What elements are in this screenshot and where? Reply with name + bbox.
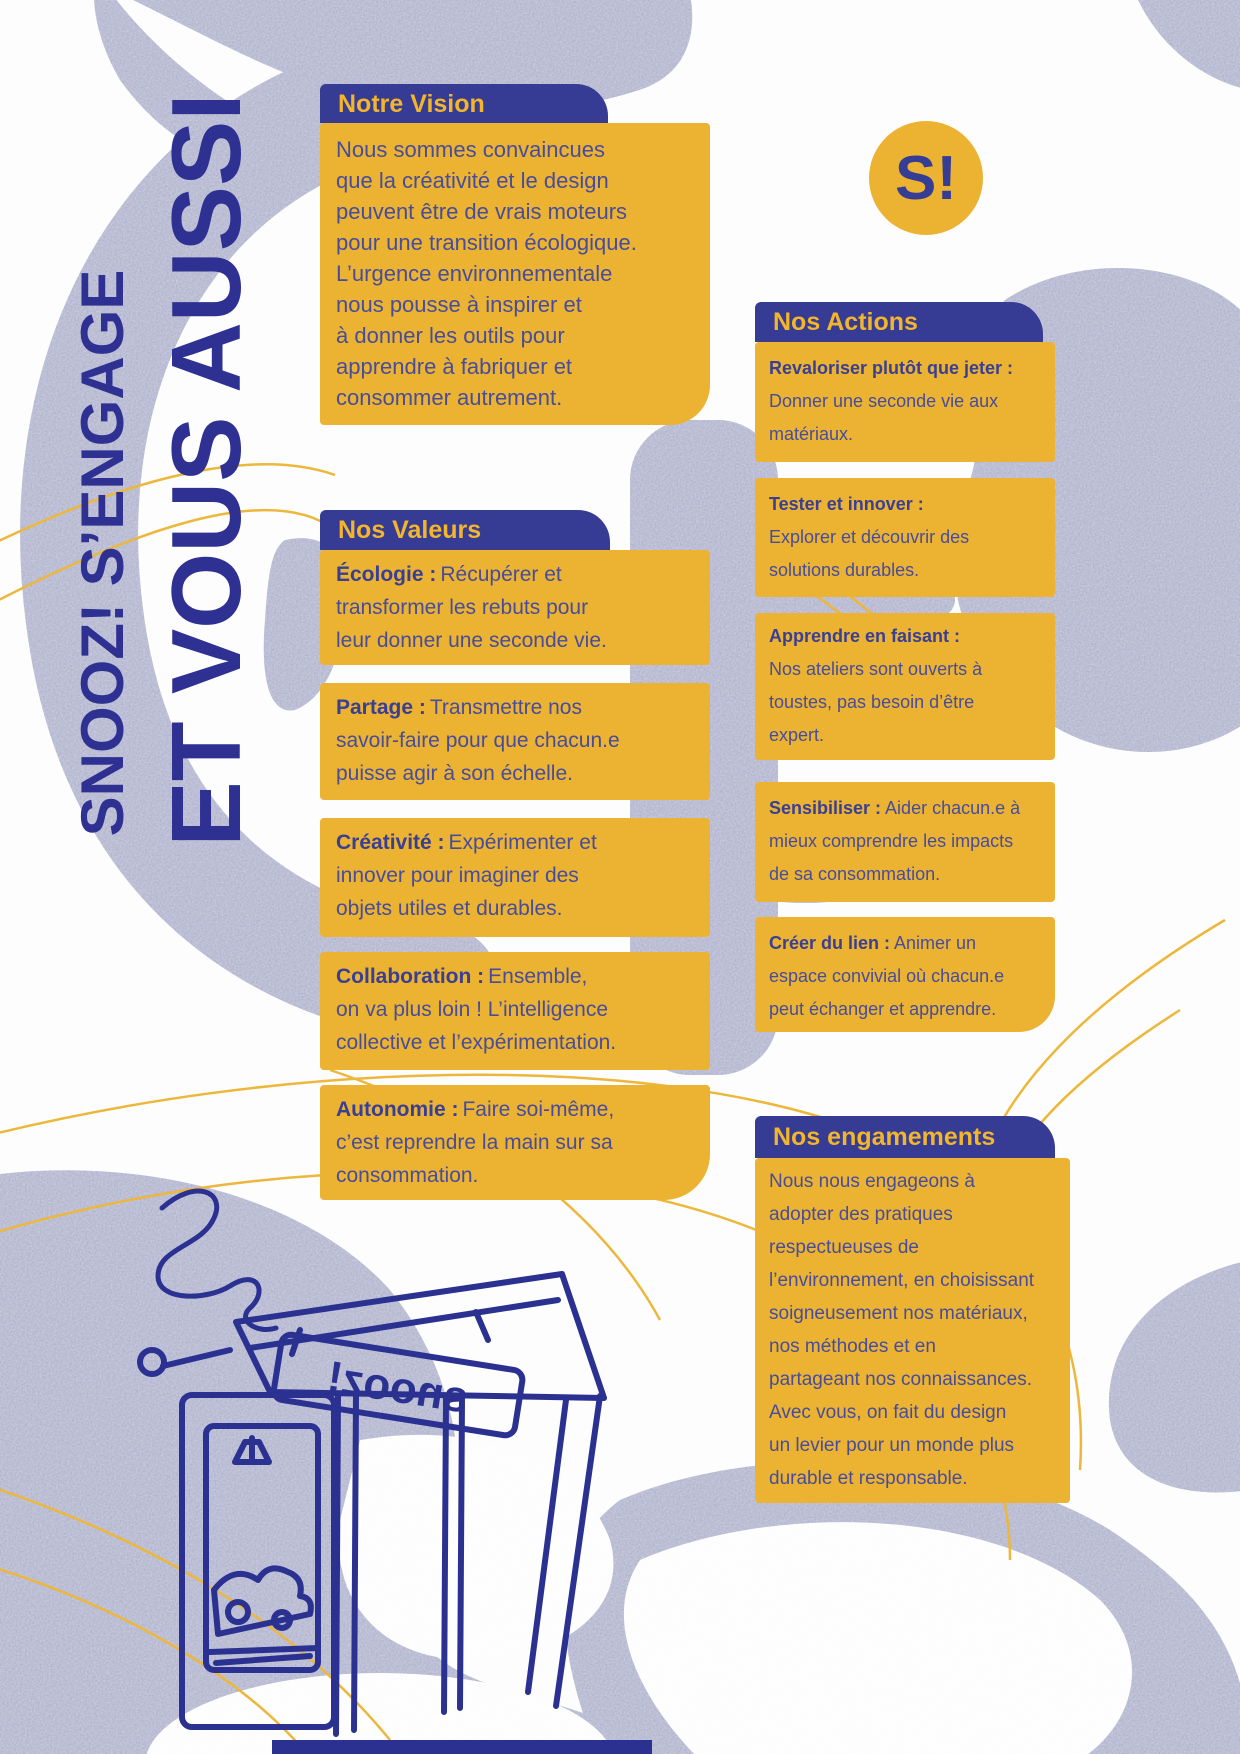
card-text-line: de sa consommation. bbox=[769, 864, 941, 884]
card-valeur-autonomie bbox=[320, 1085, 710, 1200]
card-line bbox=[336, 691, 694, 724]
card-text-line: nos méthodes et en bbox=[769, 1336, 936, 1357]
card-text-line: expert. bbox=[769, 725, 825, 745]
card-text-line: pour une transition écologique. bbox=[336, 230, 637, 255]
card-text-line: espace convivial où chacun.e bbox=[769, 966, 1005, 986]
card-lead: Sensibiliser : bbox=[769, 798, 882, 818]
card-valeur-creativite bbox=[320, 818, 710, 937]
card-text: Faire soi-même, bbox=[462, 1098, 615, 1121]
card-text-line: Avec vous, on fait du design bbox=[769, 1402, 1007, 1423]
card-action-sensibiliser bbox=[755, 782, 1055, 902]
card-text: Ensemble, bbox=[488, 965, 588, 988]
card-text: Aider chacun.e à bbox=[885, 798, 1021, 818]
card-text-line: innover pour imaginer des bbox=[336, 864, 579, 887]
card-text-line: Nos ateliers sont ouverts à bbox=[769, 659, 983, 679]
card-text-line: apprendre à fabriquer et bbox=[336, 354, 573, 379]
card-lead: Créativité : bbox=[336, 831, 445, 854]
snooz-sign-text: snooz! bbox=[323, 1352, 472, 1423]
card-vision bbox=[320, 123, 710, 425]
card-lead: Apprendre en faisant : bbox=[769, 626, 961, 646]
card-text-line: objets utiles et durables. bbox=[336, 897, 563, 920]
card-text-line: durable et responsable. bbox=[769, 1468, 968, 1489]
card-valeur-ecologie bbox=[320, 550, 710, 665]
card-line bbox=[336, 558, 694, 591]
card-text-line: Nous sommes convaincues bbox=[336, 137, 606, 162]
card-valeur-collaboration bbox=[320, 952, 710, 1070]
card-action-apprendre bbox=[755, 613, 1055, 760]
card-line bbox=[769, 792, 1041, 825]
card-text: Animer un bbox=[894, 933, 977, 953]
card-text: Récupérer et bbox=[440, 563, 562, 586]
card-text-line: adopter des pratiques bbox=[769, 1204, 953, 1225]
logo-badge bbox=[869, 121, 983, 235]
card-text-line: peut échanger et apprendre. bbox=[769, 999, 997, 1019]
card-text-line: l’environnement, en choisissant bbox=[769, 1270, 1035, 1291]
card-lead: Autonomie : bbox=[336, 1098, 459, 1121]
card-text-line: mieux comprendre les impacts bbox=[769, 831, 1014, 851]
card-text-line: que la créativité et le design bbox=[336, 168, 609, 193]
card-text-line: puisse agir à son échelle. bbox=[336, 762, 573, 785]
card-text-line: respectueuses de bbox=[769, 1237, 919, 1258]
card-text-line: toustes, pas besoin d’être bbox=[769, 692, 975, 712]
card-text-line: leur donner une seconde vie. bbox=[336, 629, 607, 652]
booth-bottom-bar bbox=[272, 1740, 652, 1754]
card-line bbox=[769, 488, 1041, 521]
card-lead: Partage : bbox=[336, 696, 426, 719]
section-header-valeurs: Nos Valeurs bbox=[320, 510, 610, 550]
card-line bbox=[336, 1093, 694, 1126]
card-line bbox=[769, 620, 1041, 653]
page-title-primary: ET VOUS AUSSI bbox=[151, 93, 261, 847]
card-lead: Tester et innover : bbox=[769, 494, 924, 514]
logo-text: S! bbox=[895, 143, 957, 213]
section-header-vision: Notre Vision bbox=[320, 84, 608, 123]
card-text-line: Donner une seconde vie aux bbox=[769, 391, 999, 411]
card-text: Expérimenter et bbox=[448, 831, 597, 854]
card-lead: Créer du lien : bbox=[769, 933, 891, 953]
card-engagements bbox=[755, 1158, 1070, 1503]
card-text-line: consommer autrement. bbox=[336, 385, 563, 410]
card-line bbox=[769, 352, 1041, 385]
card-text: Transmettre nos bbox=[429, 696, 582, 719]
card-line bbox=[769, 927, 1041, 960]
card-text-line: collective et l’expérimentation. bbox=[336, 1031, 617, 1054]
section-header-actions: Nos Actions bbox=[755, 302, 1043, 342]
card-text-line: c’est reprendre la main sur sa bbox=[336, 1131, 613, 1154]
card-action-creer-du-lien bbox=[755, 917, 1055, 1032]
card-text-line: matériaux. bbox=[769, 424, 854, 444]
card-text-line: Explorer et découvrir des bbox=[769, 527, 970, 547]
card-text-line: à donner les outils pour bbox=[336, 323, 565, 348]
card-line bbox=[336, 960, 694, 993]
card-lead: Revaloriser plutôt que jeter : bbox=[769, 358, 1014, 378]
card-text-line: soigneusement nos matériaux, bbox=[769, 1303, 1028, 1324]
card-lead: Écologie : bbox=[336, 563, 437, 586]
card-action-tester bbox=[755, 478, 1055, 597]
card-text-line: nous pousse à inspirer et bbox=[336, 292, 582, 317]
card-text-line: on va plus loin ! L’intelligence bbox=[336, 998, 609, 1021]
card-text-line: Nous nous engageons à bbox=[769, 1171, 975, 1192]
card-text-line: peuvent être de vrais moteurs bbox=[336, 199, 628, 224]
card-text-line: partageant nos connaissances. bbox=[769, 1369, 1033, 1390]
card-lead: Collaboration : bbox=[336, 965, 485, 988]
card-text-line: savoir-faire pour que chacun.e bbox=[336, 729, 620, 752]
card-text-line: solutions durables. bbox=[769, 560, 920, 580]
card-text-line: L’urgence environnementale bbox=[336, 261, 613, 286]
page-title-secondary: SNOOZ! S’ENGAGE bbox=[69, 269, 136, 837]
card-valeur-partage bbox=[320, 683, 710, 800]
card-line bbox=[336, 826, 694, 859]
section-header-engagements: Nos engamements bbox=[755, 1116, 1055, 1158]
card-text-line: consommation. bbox=[336, 1164, 479, 1187]
card-action-revaloriser bbox=[755, 342, 1055, 462]
card-text-line: un levier pour un monde plus bbox=[769, 1435, 1015, 1456]
card-text-line: transformer les rebuts pour bbox=[336, 596, 589, 619]
